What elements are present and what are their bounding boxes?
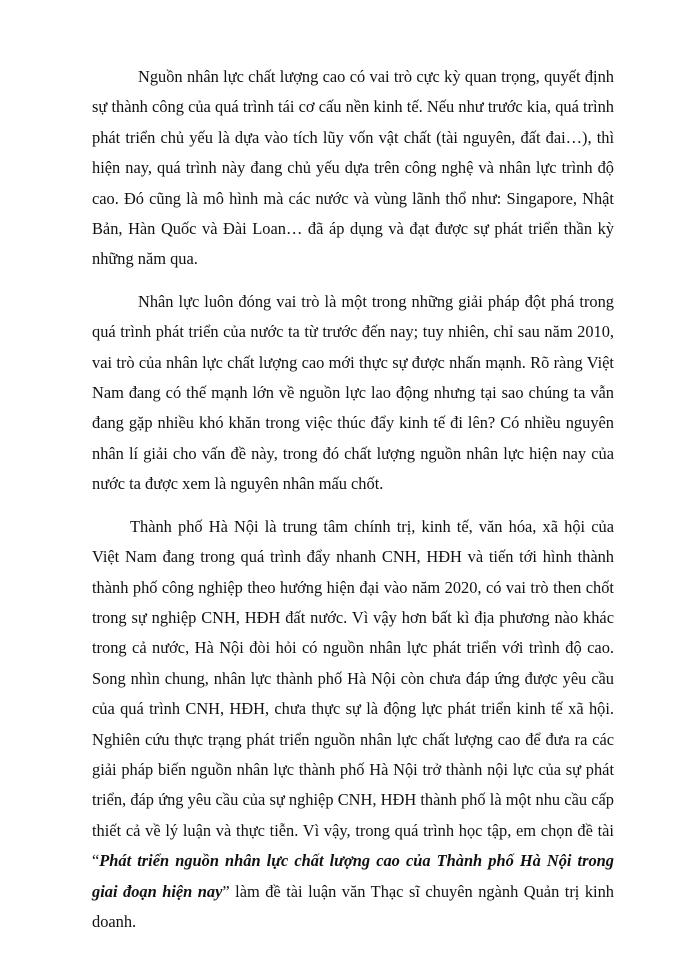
paragraph-2: Nhân lực luôn đóng vai trò là một trong những giải pháp đột phá trong quá trình phát triển của nước ta từ trước đến nay; tuy nhiên, chỉ sau năm 2010, vai trò của nhân lực chất lượng cao mới thực sự được nhấn mạnh. Rõ ràng Việt Nam đang có thế mạnh lớn về nguồn lực lao động nhưng tại sao chúng ta vẫn đang gặp nhiều khó khăn trong việc thúc đẩy kinh tế đi lên? Có nhiều nguyên nhân lí giải cho vấn đề này, trong đó chất lượng nguồn nhân lực hiện nay của nước ta được xem là nguyên nhân mấu chốt.	[92, 291, 614, 494]
paragraph-1: Nguồn nhân lực chất lượng cao có vai trò cực kỳ quan trọng, quyết định sự thành công của quá trình tái cơ cấu nền kinh tế. Nếu như trước kia, quá trình phát triển chủ yếu là dựa vào tích lũy vốn vật chất (tài nguyên, đất đai…), thì hiện nay, quá trình này đang chủ yếu dựa trên công nghệ và nhân lực trình độ cao. Đó cũng là mô hình mà các nước và vùng lãnh thổ như: Singapore, Nhật Bản, Hàn Quốc và Đài Loan… đã áp dụng và đạt được sự phát triển thần kỳ những năm qua.	[92, 67, 614, 269]
thesis-title-emphasis: Phát triển nguồn nhân lực chất lượng cao của Thành phố Hà Nội trong giai đoạn hiện nay	[92, 851, 614, 901]
paragraph-3	[92, 512, 614, 938]
paragraph-3-text-after: ” làm đề tài luận văn Thạc sĩ chuyên ngành Quản trị kinh doanh.	[92, 881, 614, 931]
paragraph-3-text-before: Thành phố Hà Nội là trung tâm chính trị, kinh tế, văn hóa, xã hội của Việt Nam đang trong quá trình đẩy nhanh CNH, HĐH và tiến tới hình thành thành phố công nghiệp theo hướng hiện đại vào năm 2020, có vai trò then chốt trong sự nghiệp CNH, HĐH đất nước. Vì vậy hơn bất kì địa phương nào khác trong cả nước, Hà Nội đòi hỏi có nguồn nhân lực phát triển với trình độ cao. Song nhìn chung, nhân lực thành phố Hà Nội còn chưa đáp ứng được yêu cầu của quá trình CNH, HĐH, chưa thực sự là động lực phát triển kinh tế xã hội. Nghiên cứu thực trạng phát triển nguồn nhân lực chất lượng cao để đưa ra các giải pháp biến nguồn nhân lực thành phố Hà Nội trở thành nội lực của sự phát triển, đáp ứng yêu cầu của sự nghiệp CNH, HĐH thành phố là một nhu cầu cấp thiết cả về lý luận và thực tiễn. Vì vậy, trong quá trình học tập, em chọn đề tài “	[92, 516, 614, 871]
